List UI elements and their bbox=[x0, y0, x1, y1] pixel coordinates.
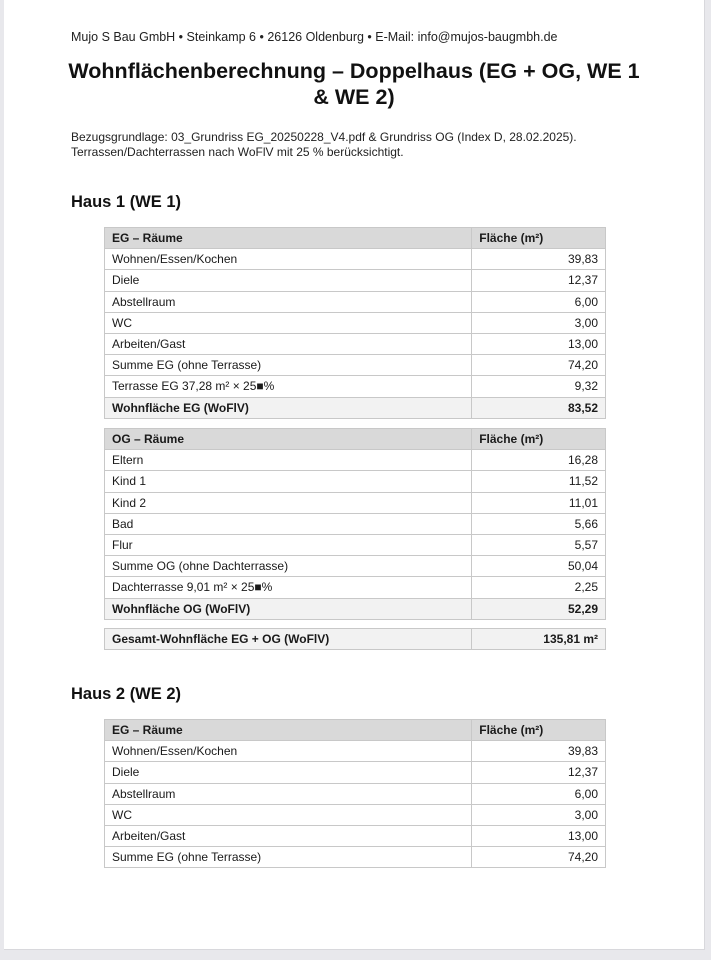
summary-row bbox=[105, 397, 606, 418]
room-area: 39,83 bbox=[472, 249, 606, 270]
room-name: Abstellraum bbox=[105, 783, 472, 804]
table-row bbox=[105, 741, 606, 762]
summary-value: 52,29 bbox=[472, 598, 606, 619]
room-name: Summe EG (ohne Terrasse) bbox=[105, 847, 472, 868]
table-row bbox=[105, 825, 606, 846]
room-area: 50,04 bbox=[472, 556, 606, 577]
room-name: WC bbox=[105, 312, 472, 333]
intro-text bbox=[71, 130, 631, 159]
table-row bbox=[105, 847, 606, 868]
table-row bbox=[105, 556, 606, 577]
table-row bbox=[105, 534, 606, 555]
room-name: Kind 1 bbox=[105, 471, 472, 492]
summary-label: Wohnfläche OG (WoFlV) bbox=[105, 598, 472, 619]
room-area: 12,37 bbox=[472, 270, 606, 291]
table-row bbox=[105, 312, 606, 333]
table-haus1-eg bbox=[104, 227, 606, 419]
room-area: 74,20 bbox=[472, 847, 606, 868]
intro-line-terrace-note: Terrassen/Dachterrassen nach WoFlV mit 25 % berücksichtigt. bbox=[71, 144, 404, 159]
room-name: Summe EG (ohne Terrasse) bbox=[105, 355, 472, 376]
room-area: 2,25 bbox=[472, 577, 606, 598]
total-row bbox=[105, 629, 606, 650]
room-area: 5,66 bbox=[472, 513, 606, 534]
table-row bbox=[105, 249, 606, 270]
section-title-haus2: Haus 2 (WE 2) bbox=[71, 685, 182, 703]
room-area: 11,01 bbox=[472, 492, 606, 513]
room-name: Dachterrasse 9,01 m² × 25■% bbox=[105, 577, 472, 598]
room-area: 6,00 bbox=[472, 783, 606, 804]
table-row bbox=[105, 291, 606, 312]
header-area: Fläche (m²) bbox=[472, 429, 606, 450]
table-row bbox=[105, 783, 606, 804]
table-haus1-og bbox=[104, 428, 606, 620]
table-row bbox=[105, 471, 606, 492]
room-area: 3,00 bbox=[472, 312, 606, 333]
table-row bbox=[105, 450, 606, 471]
room-area: 16,28 bbox=[472, 450, 606, 471]
room-name: Diele bbox=[105, 270, 472, 291]
room-name: Eltern bbox=[105, 450, 472, 471]
room-name: Wohnen/Essen/Kochen bbox=[105, 741, 472, 762]
summary-row bbox=[105, 598, 606, 619]
room-area: 5,57 bbox=[472, 534, 606, 555]
table-row bbox=[105, 355, 606, 376]
room-name: Bad bbox=[105, 513, 472, 534]
table-row bbox=[105, 577, 606, 598]
room-area: 39,83 bbox=[472, 741, 606, 762]
table-row bbox=[105, 376, 606, 397]
room-area: 13,00 bbox=[472, 825, 606, 846]
page-title: Wohnflächenberechnung – Doppelhaus (EG + OG, WE 1 & WE 2) bbox=[68, 59, 640, 109]
table-header bbox=[105, 720, 606, 741]
document-page bbox=[4, 0, 705, 950]
header-rooms: EG – Räume bbox=[105, 720, 472, 741]
table-haus1-total bbox=[104, 628, 606, 650]
header-rooms: OG – Räume bbox=[105, 429, 472, 450]
room-name: Diele bbox=[105, 762, 472, 783]
room-name: Abstellraum bbox=[105, 291, 472, 312]
header-area: Fläche (m²) bbox=[472, 228, 606, 249]
room-area: 12,37 bbox=[472, 762, 606, 783]
total-label: Gesamt-Wohnfläche EG + OG (WoFlV) bbox=[105, 629, 472, 650]
room-name: Kind 2 bbox=[105, 492, 472, 513]
room-name: WC bbox=[105, 804, 472, 825]
table-row bbox=[105, 333, 606, 354]
room-area: 6,00 bbox=[472, 291, 606, 312]
room-area: 74,20 bbox=[472, 355, 606, 376]
table-header bbox=[105, 429, 606, 450]
room-name: Terrasse EG 37,28 m² × 25■% bbox=[105, 376, 472, 397]
summary-label: Wohnfläche EG (WoFlV) bbox=[105, 397, 472, 418]
section-title-haus1: Haus 1 (WE 1) bbox=[71, 193, 182, 211]
summary-value: 83,52 bbox=[472, 397, 606, 418]
table-header bbox=[105, 228, 606, 249]
header-area: Fläche (m²) bbox=[472, 720, 606, 741]
room-name: Summe OG (ohne Dachterrasse) bbox=[105, 556, 472, 577]
letterhead: Mujo S Bau GmbH • Steinkamp 6 • 26126 Oldenburg • E-Mail: info@mujos-baugmbh.de bbox=[71, 30, 558, 44]
room-area: 3,00 bbox=[472, 804, 606, 825]
room-area: 13,00 bbox=[472, 333, 606, 354]
table-haus2-eg bbox=[104, 719, 606, 868]
room-name: Wohnen/Essen/Kochen bbox=[105, 249, 472, 270]
room-area: 9,32 bbox=[472, 376, 606, 397]
table-row bbox=[105, 270, 606, 291]
room-area: 11,52 bbox=[472, 471, 606, 492]
room-name: Arbeiten/Gast bbox=[105, 333, 472, 354]
header-rooms: EG – Räume bbox=[105, 228, 472, 249]
table-row bbox=[105, 513, 606, 534]
table-row bbox=[105, 762, 606, 783]
room-name: Flur bbox=[105, 534, 472, 555]
room-name: Arbeiten/Gast bbox=[105, 825, 472, 846]
table-row bbox=[105, 804, 606, 825]
intro-line-reference: Bezugsgrundlage: 03_Grundriss EG_20250228_V4.pdf & Grundriss OG (Index D, 28.02.2025). bbox=[71, 130, 577, 144]
table-row bbox=[105, 492, 606, 513]
total-value: 135,81 m² bbox=[472, 629, 606, 650]
